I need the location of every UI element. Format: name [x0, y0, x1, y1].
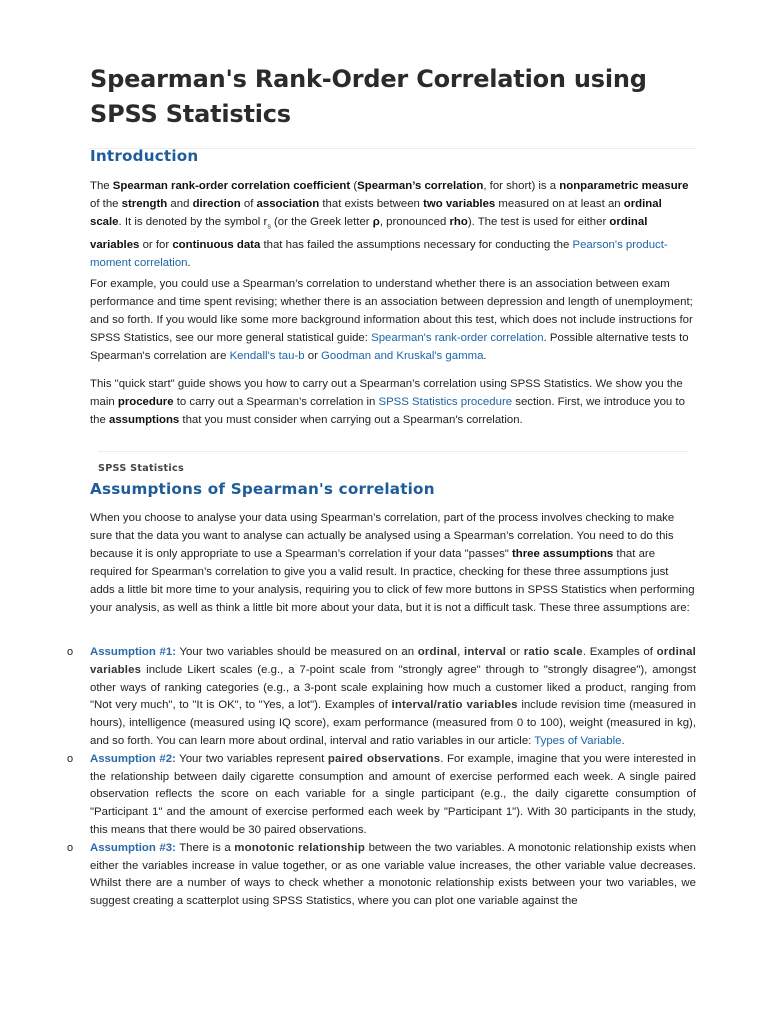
page-title: Spearman's Rank-Order Correlation using SPSS Statistics	[90, 65, 647, 128]
bullet-marker: o	[67, 841, 74, 854]
pearson-link[interactable]: Pearson's product-moment correlation	[90, 239, 668, 270]
assumption-3-label: Assumption #3:	[90, 841, 176, 854]
kendall-tau-b-link[interactable]: Kendall's tau-b	[229, 350, 305, 362]
assumptions-heading: Assumptions of Spearman's correlation	[90, 480, 435, 498]
intro-paragraph-3: This "quick start" guide shows you how to carry out a Spearman’s correlation using SPSS Statistics. We show you the main procedure to carry out a Spearman’s correlation in SPSS Statistics procedure section. First, we introduce you to the assumptions that you must consider when carrying out a Spearman's correlation.	[90, 378, 685, 426]
list-item: o Assumption #2: Your two variables represent paired observations. For example, imagine that you were interested in the relationship between daily cigarette consumption and amount of exercise performed each week. A single paired observation reflects the score on each variable for a single participant (e.g., the daily cigarette consumption of "Participant 1" and the amount of exercise performed each week by "Participant 1"). With 30 participants in the study, this means that there would be 30 paired observations.	[67, 752, 696, 836]
assumptions-list	[67, 644, 697, 911]
assumption-1-label: Assumption #1:	[90, 646, 176, 658]
list-item: o Assumption #1: Your two variables should be measured on an ordinal, interval or ratio scale. Examples of ordinal variables include Likert scales (e.g., a 7-point scale from "strongly agree" through to "strongly disagree"), amongst other ways of ranking categories (e.g., a 3-pont scale explaining how much a customer liked a product, ranging from "Not very much", to "It is OK", to "Yes, a lot"). Examples of interval/ratio variables include revision time (measured in hours), intelligence (measured using IQ score), exam performance (measured from 0 to 100), weight (measured in kg), and so forth. You can learn more about ordinal, interval and ratio variables in our article: Types of Variable.	[67, 646, 697, 747]
types-of-variable-link[interactable]: Types of Variable	[534, 734, 622, 747]
assumptions-paragraph: When you choose to analyse your data using Spearman’s correlation, part of the process involves checking to make sure that the data you want to analyse can actually be analysed using a Spearman’s correlation. You need to do this because it is only appropriate to use a Spearman’s correlation if your data "passes" three assumptions that are required for Spearman’s correlation to give you a valid result. In practice, checking for these three assumptions just adds a little bit more time to your analysis, requiring you to click of few more buttons in SPSS Statistics when performing your analysis, as well as think a little bit more about your data, but it is not a difficult task. These three assumptions are:	[90, 512, 695, 614]
bullet-marker: o	[67, 646, 74, 658]
goodman-kruskal-gamma-link[interactable]: Goodman and Kruskal's gamma	[321, 350, 484, 362]
list-item: o Assumption #3: There is a monotonic relationship between the two variables. A monotonic relationship exists when either the variables increase in value together, or as one variable value increases, the other variable value decreases. Whilst there are a number of ways to check whether a monotonic relationship exists between your two variables, we suggest creating a scatterplot using SPSS Statistics, where you can plot one variable against the	[67, 841, 696, 908]
section-divider	[98, 451, 688, 452]
introduction-heading: Introduction	[90, 147, 199, 165]
spss-procedure-link[interactable]: SPSS Statistics procedure	[378, 396, 513, 408]
intro-paragraph-2: For example, you could use a Spearman’s correlation to understand whether there is an association between exam performance and time spent revising; whether there is an association between depression and length of unemployment; and so forth. If you would like some more background information about this test, which does not include instructions for SPSS Statistics, see our more general statistical guide: Spearman's rank-order correlation. Possible alternative tests to Spearman's correlation are Kendall's tau-b or Goodman and Kruskal's gamma.	[90, 278, 693, 362]
bullet-marker: o	[67, 752, 74, 765]
spearman-guide-link[interactable]: Spearman's rank-order correlation	[371, 332, 544, 344]
intro-paragraph-1: The Spearman rank-order correlation coefficient (Spearman’s correlation, for short) is a nonparametric measure of the strength and direction of association that exists between two variables measured on at least an ordinal scale. It is denoted by the symbol $r_s$ (or the Greek letter ρ, pronounced rho). The test is used for either ordinal variables or for continuous data that has failed the assumptions necessary for conducting the Pearson's product-moment correlation.	[90, 180, 689, 270]
assumption-2-label: Assumption #2:	[90, 752, 176, 765]
section-kicker: SPSS Statistics	[98, 463, 184, 474]
